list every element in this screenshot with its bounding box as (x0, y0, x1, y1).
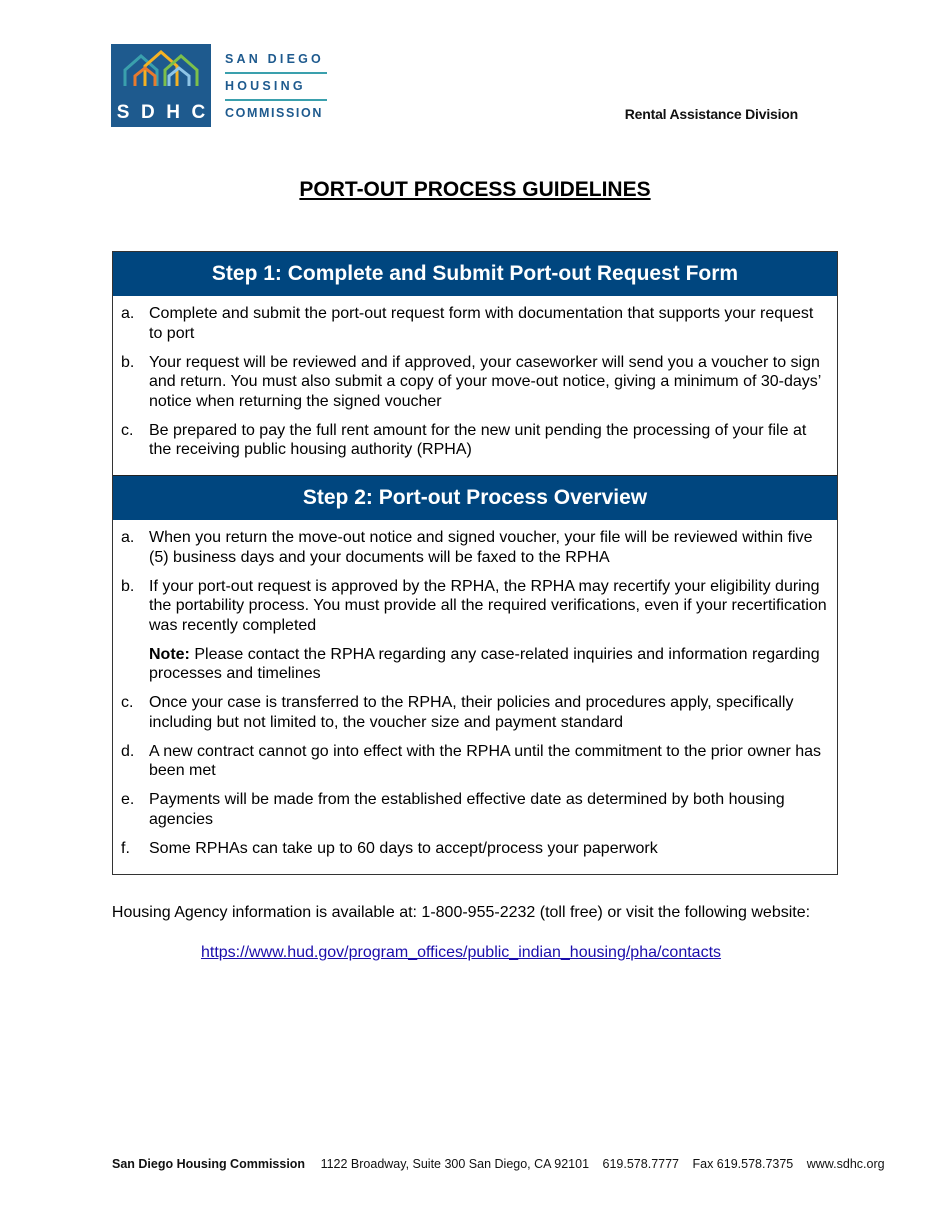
item-marker: c. (121, 694, 134, 711)
list-item (121, 839, 827, 859)
info-text: Housing Agency information is available at: 1-800-955-2232 (toll free) or visit the following website: (111, 904, 811, 921)
item-text: When you return the move-out notice and signed voucher, your file will be reviewed within five (5) business days and your documents will be faxed to the RPHA (149, 529, 813, 566)
footer-fax: Fax 619.578.7375 (692, 1157, 794, 1171)
item-marker: b. (121, 353, 135, 371)
list-item (121, 421, 827, 460)
logo-letter: C (191, 102, 206, 123)
list-item (121, 790, 827, 829)
logo-mark (111, 44, 211, 127)
page-title: PORT-OUT PROCESS GUIDELINES (299, 178, 651, 201)
steps-panel (112, 251, 838, 875)
step1-list (113, 296, 837, 475)
sdhc-logo (111, 44, 327, 128)
item-text: Complete and submit the port-out request form with documentation that supports your request to port (149, 305, 814, 342)
item-marker: a. (121, 305, 135, 322)
footer-org: San Diego Housing Commission (112, 1157, 306, 1171)
logo-letter: S (116, 102, 130, 123)
logo-letter: D (140, 102, 155, 123)
footer-web: www.sdhc.org (806, 1157, 885, 1171)
item-marker: d. (121, 742, 135, 760)
footer (112, 1157, 885, 1171)
division-label: Rental Assistance Division (624, 106, 798, 122)
item-text: Once your case is transferred to the RPHA, their policies and procedures apply, specifically including but not limited to, the voucher size and payment standard (149, 694, 794, 731)
item-marker: e. (121, 791, 135, 808)
houses-icon (111, 44, 211, 102)
list-item (121, 742, 827, 781)
item-text: Your request will be reviewed and if approved, your caseworker will send you a voucher to sign and return. You must also submit a copy of your move-out notice, giving a minimum of 30-days’ notice when returning the signed voucher (149, 353, 821, 410)
item-text: Be prepared to pay the full rent amount for the new unit pending the processing of your file at the receiving public housing authority (RPHA) (149, 421, 807, 458)
list-item (121, 577, 827, 636)
step2-heading: Step 2: Port-out Process Overview (113, 475, 837, 520)
footer-address: 1122 Broadway, Suite 300 San Diego, CA 92101 (320, 1157, 590, 1171)
list-item (121, 353, 827, 412)
logo-word: COMMISSION (225, 106, 323, 120)
logo-letter: H (166, 102, 180, 123)
item-text: If your port-out request is approved by the RPHA, the RPHA may recertify your eligibility during the portability process. You must provide all the required verifications, even if your recertification was recently completed (149, 577, 827, 634)
logo-word: SAN DIEGO (225, 50, 327, 74)
item-marker: b. (121, 577, 135, 595)
hud-contacts-link[interactable]: https://www.hud.gov/program_offices/public_indian_housing/pha/contacts (200, 944, 722, 961)
item-marker: f. (121, 839, 130, 857)
footer-phone: 619.578.7777 (602, 1157, 679, 1171)
item-text: Payments will be made from the established effective date as determined by both housing agencies (149, 791, 785, 828)
logo-letters (111, 102, 211, 124)
logo-word: HOUSING (225, 77, 327, 101)
list-item (121, 693, 827, 732)
list-item (121, 528, 827, 567)
note-paragraph (121, 645, 827, 684)
logo-wordmark (225, 50, 327, 129)
note-label: Note: (149, 645, 190, 663)
item-marker: c. (121, 421, 134, 439)
step1-heading: Step 1: Complete and Submit Port-out Request Form (113, 252, 837, 296)
list-item (121, 304, 827, 343)
item-text: Some RPHAs can take up to 60 days to accept/process your paperwork (149, 839, 658, 857)
item-marker: a. (121, 529, 135, 546)
item-text: A new contract cannot go into effect with the RPHA until the commitment to the prior owner has been met (149, 742, 822, 779)
note-text: Please contact the RPHA regarding any case-related inquiries and information regarding processes and timelines (149, 645, 820, 682)
step2-list (113, 520, 837, 874)
